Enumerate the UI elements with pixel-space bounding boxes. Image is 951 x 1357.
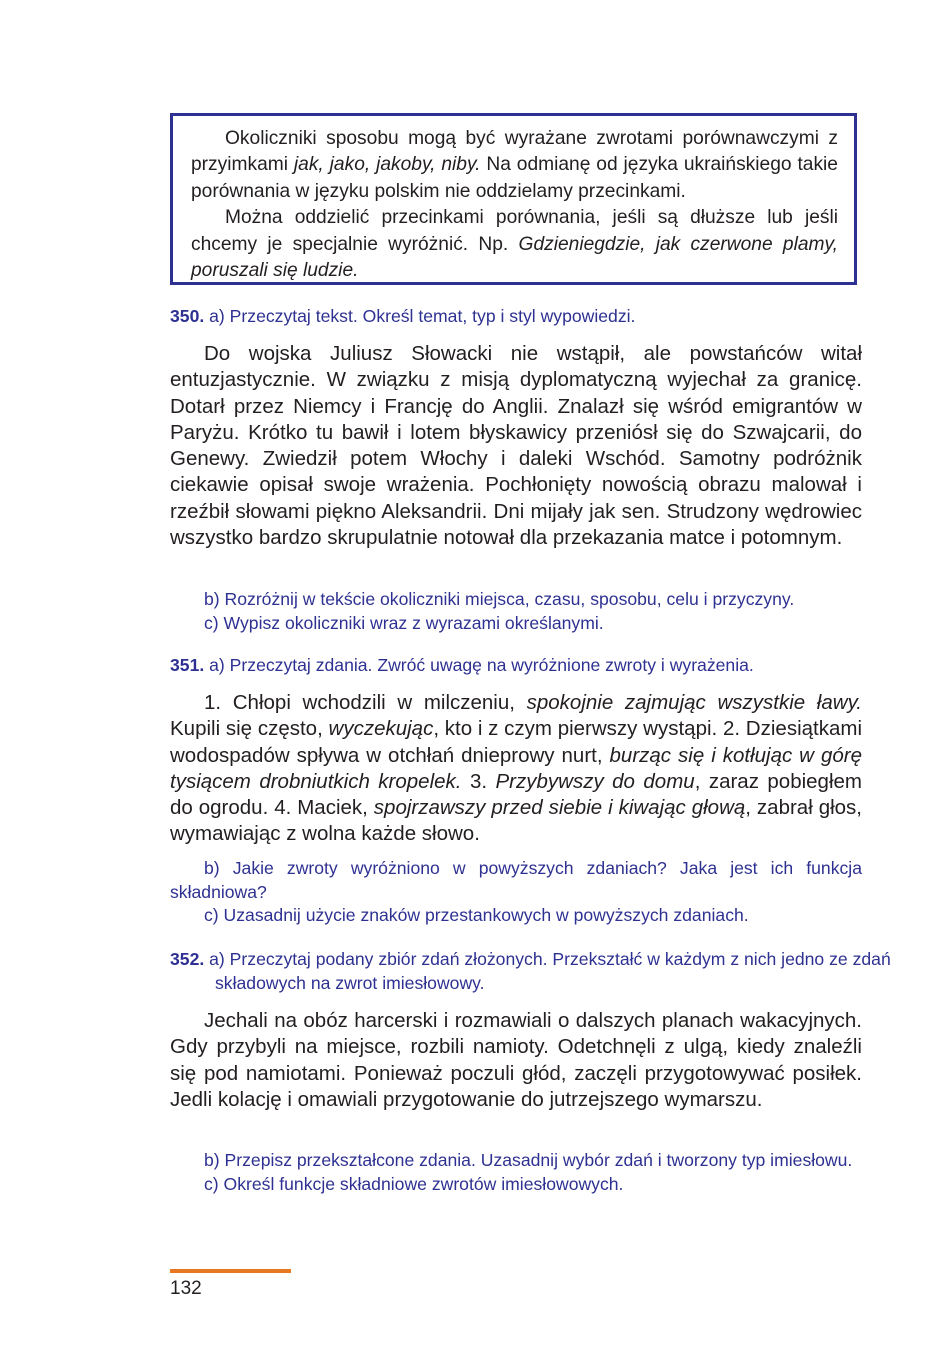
exercise-351-subtasks xyxy=(170,857,862,928)
task-text: a) Przeczytaj podany zbiór zdań złożonych. Przekształć w każdym z nich jedno ze zdań składowych na zwrot imiesłowowy. xyxy=(209,949,891,993)
sentence-text: , kto i z czym pierwszy wystąpi. 2. Dziesiątkami wodospadów spływa w otchłań dnieprowy nurt, xyxy=(170,717,862,767)
rule-italic: jak, jako, jakoby, niby. xyxy=(293,154,481,176)
task-text: a) Przeczytaj zdania. Zwróć uwagę na wyróżnione zwroty i wyrażenia. xyxy=(209,655,754,675)
task-b: b) Jakie zwroty wyróżniono w powyższych zdaniach? Jaka jest ich funkcja składniowa? xyxy=(170,858,862,902)
exercise-352-text xyxy=(170,1008,862,1113)
exercise-number: 352. xyxy=(170,949,205,969)
task-text: a) Przeczytaj tekst. Określ temat, typ i styl wypowiedzi. xyxy=(209,306,636,326)
sentence-text: , zaraz pobiegłem do ogrodu. 4. Maciek, xyxy=(170,769,862,820)
rule-text: Na odmianę od języka ukraińskiego takie porównania w języku polskim nie oddzielamy przecinkami. xyxy=(191,154,838,202)
rule-paragraph-2 xyxy=(191,205,838,284)
sentence-text: Kupili się często, xyxy=(170,717,329,741)
highlighted-phrase: spokojnie zajmując wszystkie ławy. xyxy=(526,691,862,714)
page-number: 132 xyxy=(170,1278,202,1299)
rule-text: Okoliczniki sposobu mogą być wyrażane zwrotami porównawczymi z przyimkami xyxy=(191,128,838,176)
rule-text: Można oddzielić przecinkami porównania, jeśli są dłuższe lub jeśli chcemy je specjalnie wyróżnić. Np. xyxy=(191,207,838,255)
exercise-350-subtasks xyxy=(170,588,862,635)
rule-example: Gdzieniegdzie, jak czerwone plamy, poruszali się ludzie. xyxy=(191,233,838,282)
sentence-text: , zabrał głos, wymawiając z wolna każde słowo. xyxy=(170,796,862,846)
task-c: c) Określ funkcje składniowe zwrotów imiesłowowych. xyxy=(204,1173,624,1194)
exercise-number: 351. xyxy=(170,655,205,675)
reading-text: Do wojska Juliusz Słowacki nie wstąpił, ale powstańców witał entuzjastycznie. W związku z misją dyplomatyczną wyjechał za granicę. Dotarł przez Niemcy i Francję do Anglii. Znalazł się wśród emigrantów w Paryżu. Krótko tu bawił i lotem błyskawicy przeniósł się do Szwajcarii, do Genewy. Zwiedził potem Włochy i daleki Wschód. Samotny podróżnik ciekawie opisał swoje wrażenia. Pochłonięty nowością obrazu malował i rzeźbił słowami piękno Aleksandrii. Dni mijały jak sen. Strudzony wędrowiec wszystko bardzo skrupulatnie notował dla przekazania matce i potomnym. xyxy=(170,342,862,550)
sentence-text: 1. Chłopi wchodzili w milczeniu, xyxy=(204,691,527,714)
footer-divider xyxy=(170,1269,291,1273)
exercise-350-text xyxy=(170,341,862,551)
sentence-text: 3. xyxy=(461,769,496,793)
highlighted-phrase: spojrzawszy przed siebie i kiwając głową xyxy=(373,796,746,820)
task-b: b) Przepisz przekształcone zdania. Uzasadnij wybór zdań i tworzony typ imiesłowu. xyxy=(204,1150,853,1170)
highlighted-phrase: burząc się i kotłując w górę tysiącem drobniutkich kropelek. xyxy=(170,743,862,793)
rule-paragraph-1 xyxy=(191,126,838,205)
task-b: b) Rozróżnij w tekście okoliczniki miejsca, czasu, sposobu, celu i przyczyny. xyxy=(204,589,795,609)
exercise-352-subtasks xyxy=(170,1149,862,1196)
task-c: c) Uzasadnij użycie znaków przestankowych w powyższych zdaniach. xyxy=(204,905,749,925)
highlighted-phrase: wyczekując xyxy=(328,717,434,741)
highlighted-phrase: Przybywszy do domu xyxy=(495,769,695,793)
reading-text: Jechali na obóz harcerski i rozmawiali o dalszych planach wakacyjnych. Gdy przybyli na miejsce, rozbili namioty. Odetchnęli z ulgą, kiedy znaleźli się pod namiotami. Ponieważ poczuli głód, zaczęli przygotowywać posiłek. Jedli kolację i omawiali przygotowanie do jutrzejszego wymarszu. xyxy=(170,1009,862,1111)
exercise-351-task-a xyxy=(170,653,862,677)
task-c: c) Wypisz okoliczniki wraz z wyrazami określanymi. xyxy=(204,612,604,633)
exercise-351-text xyxy=(170,690,862,848)
sentences xyxy=(170,690,862,848)
exercise-number: 350. xyxy=(170,306,205,326)
exercise-352-task-a xyxy=(170,947,907,995)
exercise-350-task-a xyxy=(170,304,862,328)
grammar-rule-box xyxy=(170,113,857,285)
